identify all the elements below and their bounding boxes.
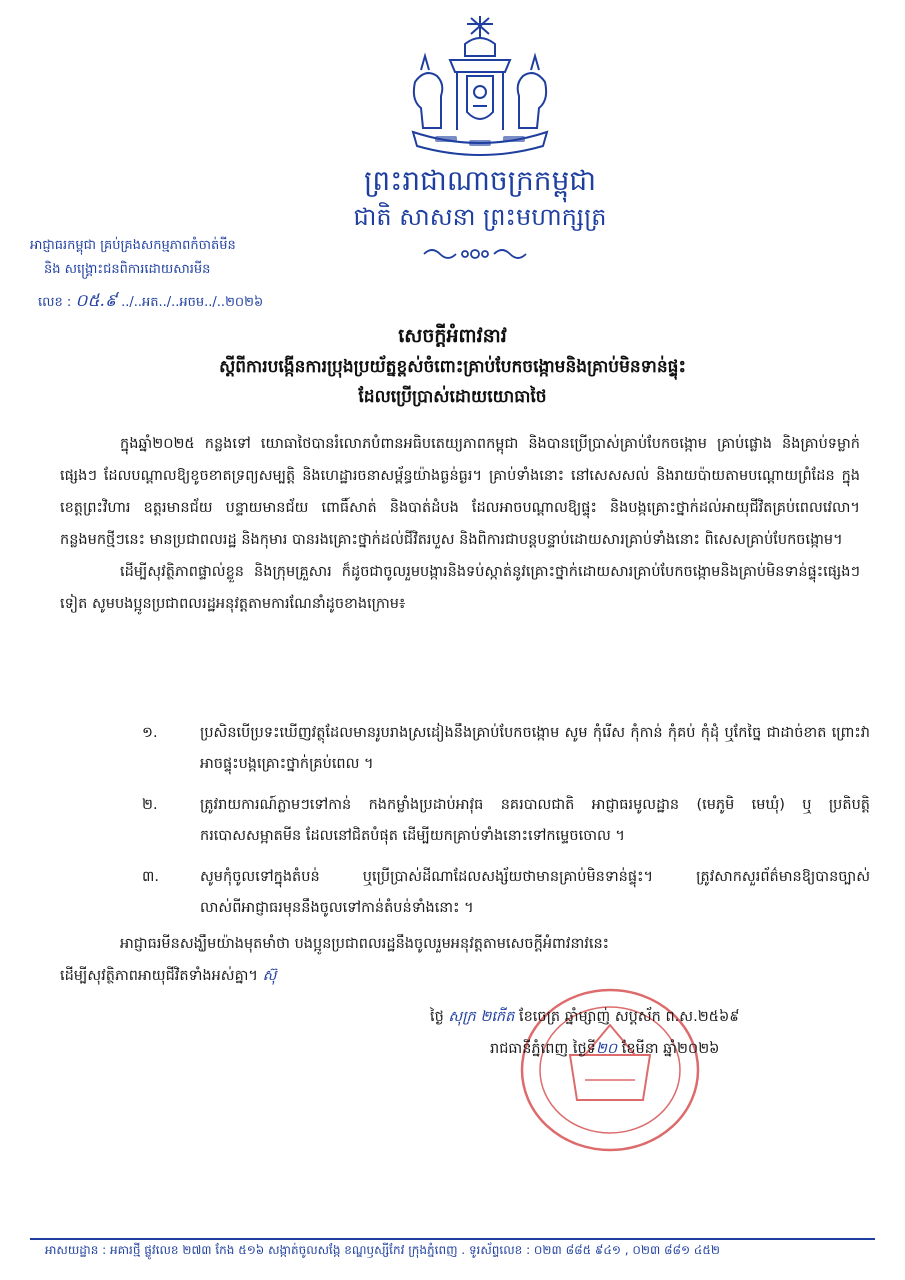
reference-number — [38, 290, 263, 315]
issuing-authority — [30, 234, 330, 282]
authority-line-1: អាជ្ញាធរកម្ពុជា គ្រប់គ្រងសកម្មភាពកំចាត់មីន — [30, 238, 236, 253]
list-item — [60, 718, 870, 780]
list-item-text: ត្រូវរាយការណ៍ភ្លាមៗទៅកាន់ កងកម្លាំងប្រដាប់អាវុធ នគរបាលជាតិ អាជ្ញាធរមូលដ្ឋាន (មេភូមិ មេឃុំ) ឬ ប្រតិបត្តិករបោសសម្អាតមីន ដែលនៅជិតបំផុត ដើម្បីយកគ្រាប់ទាំងនោះទៅកម្ទេចចោល ។ — [200, 797, 870, 844]
paragraph-1: ក្នុងឆ្នាំ២០២៥ កន្លងទៅ យោធាថៃបានរំលោភបំពានអធិបតេយ្យភាពកម្ពុជា និងបានប្រើប្រាស់គ្រាប់បែកចង្កោម គ្រាប់ផ្លោង និងគ្រាប់ទម្លាក់ផ្សេងៗ ដែលបណ្ដាលឱ្យខូចខាតទ្រព្យសម្បត្តិ និងហេដ្ឋារចនាសម្ព័ន្ធយ៉ាងធ្ងន់ធ្ងរ។ គ្រាប់ទាំងនោះ នៅសេសសល់ និងរាយប៉ាយតាមបណ្ដោយព្រំដែន ក្នុងខេត្តព្រះវិហារ ឧត្ដរមានជ័យ បន្ទាយមានជ័យ ពោធិ៍សាត់ និងបាត់ដំបង ដែលអាចបណ្ដាលឱ្យផ្ទុះ និងបង្កគ្រោះថ្នាក់ដល់អាយុជីវិតគ្រប់ពេលវេលា។ កន្លងមកថ្មីៗនេះ មានប្រជាពលរដ្ឋ និងកុមារ បានរងគ្រោះថ្នាក់ដល់ជីវិតរបួស និងពិការជាបន្តបន្ទាប់ដោយសារគ្រាប់ទាំងនោះ ពិសេសគ្រាប់បែកចង្កោម។ — [60, 436, 860, 548]
list-item-text: សូមកុំចូលទៅក្នុងតំបន់ ឬប្រើប្រាស់ដីណាដែលសង្ស័យថាមានគ្រាប់មិនទាន់ផ្ទុះ។ ត្រូវសាកសួរព័ត៌មានឱ្យបានច្បាស់លាស់ពីអាជ្ញាធរមុននឹងចូលទៅកាន់តំបន់ទាំងនោះ ។ — [200, 869, 870, 916]
solar-date-day-handwritten: ២០ — [595, 1041, 618, 1057]
instruction-list — [60, 718, 870, 934]
title-line-2: ស្ដីពីការបង្កើនការប្រុងប្រយ័ត្នខ្ពស់ចំពោះគ្រាប់បែកចង្កោមនិងគ្រាប់មិនទាន់ផ្ទុះ — [219, 357, 686, 377]
solar-date-rest: ខែមីនា ឆ្នាំ២០២៦ — [621, 1041, 720, 1057]
list-item-text: ប្រសិនបើប្រទះឃើញវត្ថុដែលមានរូបរាងស្រដៀងនឹងគ្រាប់បែកចង្កោម សូម កុំរើស កុំកាន់ កុំគប់ កុំដុំ ឬកែច្នៃ ជាដាច់ខាត ព្រោះវាអាចផ្ទុះបង្កគ្រោះថ្នាក់គ្រប់ពេល ។ — [200, 725, 870, 772]
kingdom-title: ព្រះរាជាណាចក្រកម្ពុជា — [363, 164, 596, 197]
ref-prefix: លេខ : — [38, 295, 72, 310]
list-item — [60, 790, 870, 852]
list-item-number: ១. — [142, 725, 158, 741]
lunar-date-handwritten: សុក្រ ២កើត — [448, 1009, 515, 1025]
ref-rest: ../..អត../..អចម../..២០២៦ — [121, 295, 264, 310]
closing-line-2: ដើម្បីសុវត្ថិភាពអាយុជីវិតទាំងអស់គ្នា។ — [60, 968, 258, 984]
lunar-date-prefix: ថ្ងៃ — [430, 1009, 444, 1025]
lunar-date-rest: ខែចេត្រ ឆ្នាំម្សាញ់ សប្តស័ក ព.ស.២៥៦៩ — [518, 1009, 740, 1025]
document-title — [130, 320, 775, 412]
solar-date — [490, 1040, 870, 1061]
royal-coat-of-arms-icon — [395, 12, 565, 162]
footer-address: អាសយដ្ឋាន : អគារថ្មី ផ្លូវលេខ ២៧៣ កែង ៥១៦ សង្កាត់ចូលសង្កែ ខណ្ឌឫស្សីកែវ ក្រុងភ្នំពេញ . ទូរស័ព្ទលេខ : ០២៣ ៨៨៥ ៩៤១ , ០២៣ ៨៨១ ៤៥២ — [45, 1243, 721, 1257]
title-line-1: សេចក្ដីអំពាវនាវ — [398, 325, 507, 347]
closing-statement — [60, 928, 850, 992]
list-item-number: ៣. — [142, 869, 159, 885]
closing-line-1: អាជ្ញាធរមីនសង្ឃឹមយ៉ាងមុតមាំថា បងប្អូនប្រជាពលរដ្ឋនឹងចូលរួមអនុវត្តតាមសេចក្ដីអំពាវនាវនេះ — [120, 936, 610, 952]
ref-number-handwritten: ០៥.៩ — [75, 291, 117, 311]
body-text — [60, 428, 860, 620]
solar-date-prefix: រាជធានីភ្នំពេញ ថ្ងៃទី — [490, 1041, 596, 1057]
paragraph-2: ដើម្បីសុវត្ថិភាពផ្ទាល់ខ្លួន និងក្រុមគ្រួសារ ក៏ដូចជាចូលរួមបង្ការនិងទប់ស្កាត់នូវគ្រោះថ្នាក់ដោយសារគ្រាប់បែកចង្កោមនិងគ្រាប់មិនទាន់ផ្ទុះផ្សេងៗទៀត សូមបងប្អូនប្រជាពលរដ្ឋអនុវត្តតាមការណែនាំដូចខាងក្រោម៖ — [60, 564, 860, 612]
authority-line-2: និង សង្គ្រោះជនពិការដោយសារមីន — [44, 262, 211, 277]
lunar-date — [430, 1008, 870, 1029]
title-line-3: ដែលប្រើប្រាស់ដោយយោធាថៃ — [358, 387, 547, 407]
list-item — [60, 862, 870, 924]
handwritten-initial: ស៊ុ — [262, 968, 277, 984]
ornament-divider-icon — [420, 244, 530, 264]
footer-divider — [30, 1238, 875, 1240]
national-motto: ជាតិ សាសនា ព្រះមហាក្សត្រ — [353, 203, 607, 231]
closing-line-2-wrap — [60, 960, 850, 992]
list-item-number: ២. — [142, 797, 158, 813]
